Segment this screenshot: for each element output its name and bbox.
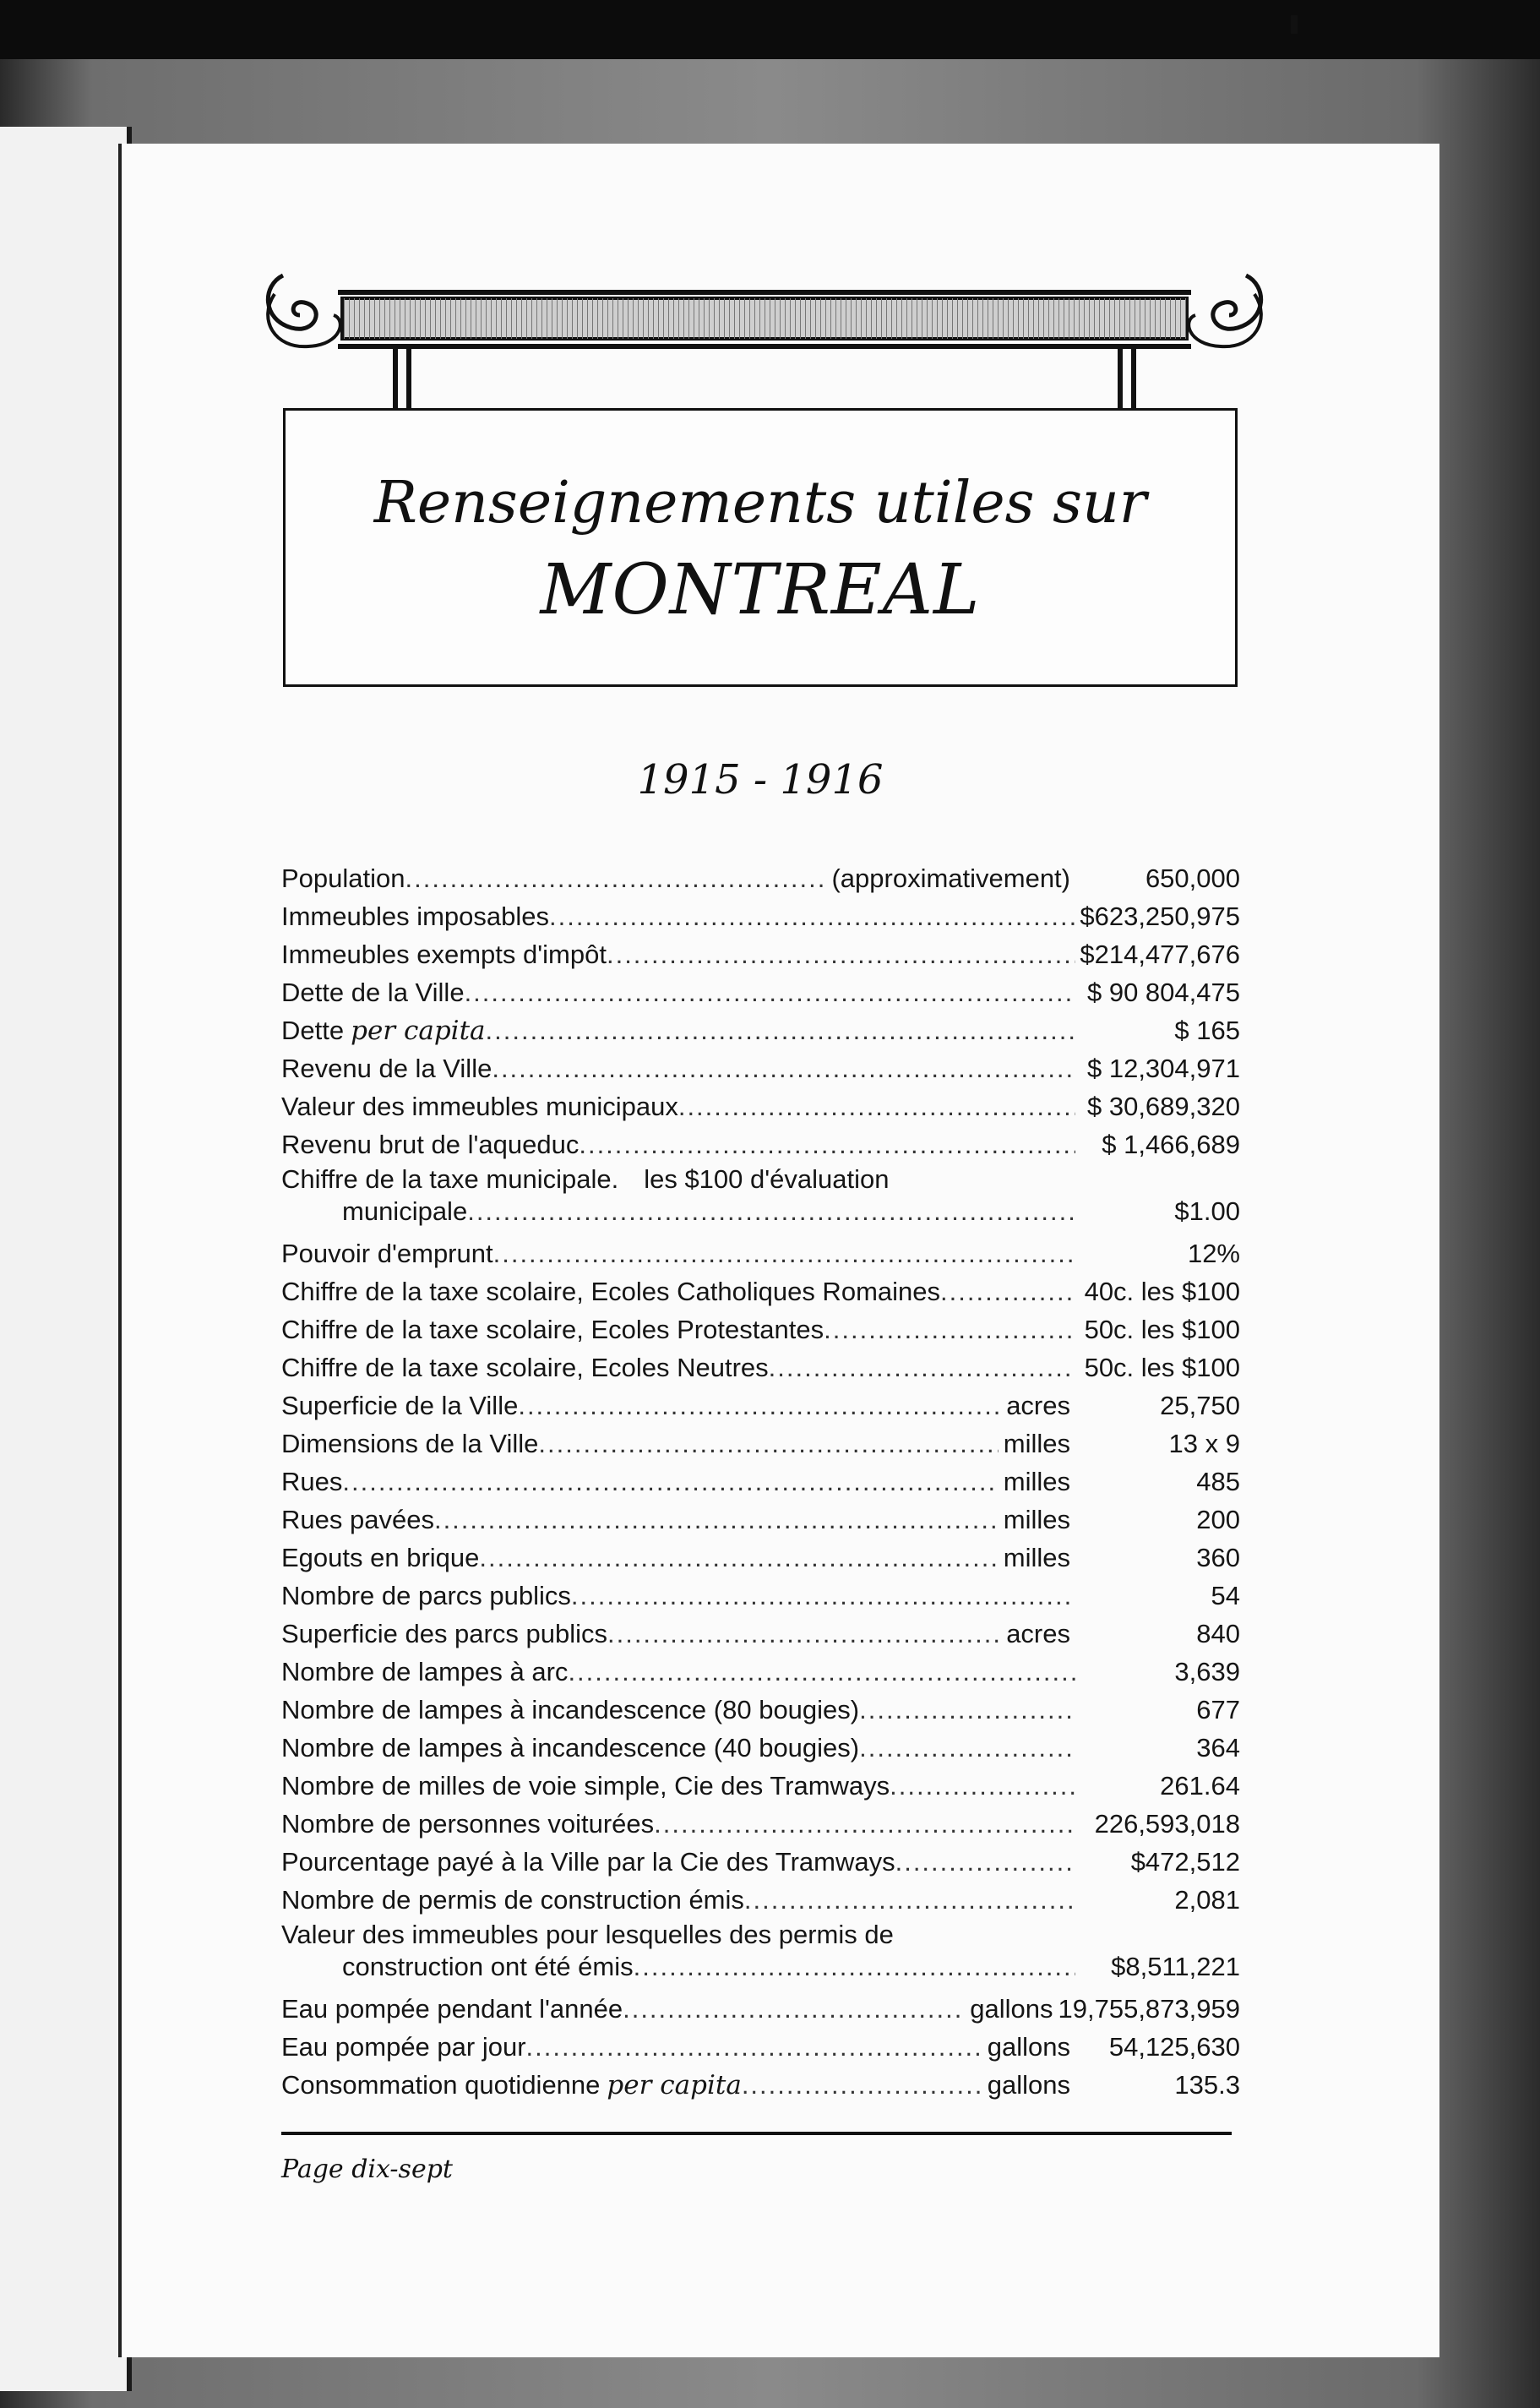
stat-unit: gallons <box>970 1994 1053 2024</box>
stat-unit: gallons <box>987 2070 1070 2100</box>
stat-value: 3,639 <box>1174 1657 1240 1686</box>
stat-unit: milles <box>1003 1543 1070 1572</box>
stat-value: $472,512 <box>1130 1847 1240 1877</box>
stat-label: Superficie de la Ville <box>281 1391 519 1420</box>
stat-row <box>281 1425 1240 1463</box>
leader-dots <box>678 1087 1075 1125</box>
stat-row <box>281 1163 1240 1234</box>
stat-label: Chiffre de la taxe scolaire, Ecoles Catholiques Romaines <box>281 1277 940 1306</box>
stat-value: 12% <box>1187 1239 1240 1268</box>
stat-value: $ 1,466,689 <box>1102 1130 1240 1159</box>
stat-label: Nombre de lampes à incandescence (80 bougies) <box>281 1695 860 1724</box>
stat-value: 135.3 <box>1174 2070 1240 2100</box>
stat-row <box>281 1539 1240 1577</box>
stat-label: Dimensions de la Ville <box>281 1429 539 1458</box>
stat-label: Immeubles exempts d'impôt <box>281 940 607 969</box>
leader-dots <box>492 1049 1075 1087</box>
stat-label: Superficie des parcs publics <box>281 1619 607 1648</box>
stat-label: Eau pompée par jour <box>281 2032 526 2062</box>
leader-dots <box>859 1691 1075 1729</box>
stat-label: Population <box>281 864 405 893</box>
stat-unit: milles <box>1003 1505 1070 1534</box>
leader-dots <box>549 897 1075 935</box>
stat-row <box>281 2066 1240 2104</box>
stat-label-continued: construction ont été émis <box>342 1952 634 1981</box>
stat-row <box>281 1049 1240 1087</box>
stat-label: Nombre de lampes à incandescence (40 bougies) <box>281 1733 860 1762</box>
stat-value: $ 12,304,971 <box>1086 1054 1240 1083</box>
stat-row <box>281 1843 1240 1881</box>
stat-row <box>281 1348 1240 1387</box>
stat-value: $1.00 <box>1174 1196 1240 1226</box>
leader-dots <box>493 1234 1075 1272</box>
stat-value: 364 <box>1196 1733 1240 1762</box>
leader-dots <box>342 1463 998 1501</box>
leader-dots <box>742 2066 982 2104</box>
stat-label: Dette de la Ville <box>281 978 465 1007</box>
stat-unit: acres <box>1006 1619 1070 1648</box>
stat-label: Nombre de parcs publics <box>281 1581 571 1610</box>
stat-value: $ 90 804,475 <box>1086 978 1240 1007</box>
stat-label-continued: municipale <box>342 1196 468 1226</box>
stat-row <box>281 1691 1240 1729</box>
leader-dots <box>895 1843 1075 1881</box>
stat-unit: (approximativement) <box>831 864 1070 893</box>
stat-value: $ 165 <box>1174 1016 1240 1045</box>
stat-label: Nombre de permis de construction émis <box>281 1885 744 1915</box>
stat-value: 261.64 <box>1160 1771 1240 1801</box>
stat-unit: les $100 d'évaluation <box>644 1164 890 1194</box>
stat-label: Immeubles imposables <box>281 902 550 931</box>
leader-dots <box>654 1805 1075 1843</box>
stat-row <box>281 1272 1240 1310</box>
leader-dots <box>571 1577 1075 1615</box>
stat-value: 677 <box>1196 1695 1240 1724</box>
leader-dots <box>940 1272 1075 1310</box>
stat-row <box>281 1990 1240 2028</box>
leader-dots <box>859 1729 1075 1767</box>
stat-row <box>281 1881 1240 1919</box>
stat-unit: milles <box>1003 1429 1070 1458</box>
stat-row <box>281 1087 1240 1125</box>
stat-row <box>281 859 1240 897</box>
stat-label: Nombre de lampes à arc <box>281 1657 569 1686</box>
stat-row <box>281 1919 1240 1990</box>
leader-dots <box>467 1196 1075 1228</box>
stat-row <box>281 1501 1240 1539</box>
year-range: 1915 - 1916 <box>637 756 884 804</box>
title-line-1: Renseignements utiles sur <box>373 470 1147 537</box>
stat-value: $214,477,676 <box>1080 940 1240 969</box>
stat-value: 200 <box>1196 1505 1240 1534</box>
stat-row <box>281 1653 1240 1691</box>
stat-value: 25,750 <box>1160 1391 1240 1420</box>
stat-label: Chiffre de la taxe scolaire, Ecoles Protestantes <box>281 1315 824 1344</box>
statistics-table <box>281 859 1240 2104</box>
stat-unit: gallons <box>987 2032 1070 2062</box>
stat-value: 360 <box>1196 1543 1240 1572</box>
stat-row <box>281 1729 1240 1767</box>
stat-label: Nombre de personnes voiturées <box>281 1809 655 1839</box>
stat-row <box>281 1011 1240 1049</box>
stat-label: Rues <box>281 1467 343 1496</box>
stat-row <box>281 1805 1240 1843</box>
stat-label: Pourcentage payé à la Ville par la Cie des Tramways <box>281 1847 895 1877</box>
stat-value: $623,250,975 <box>1080 902 1240 931</box>
stat-row <box>281 1234 1240 1272</box>
binding-mark <box>1291 15 1298 34</box>
stat-label: Valeur des immeubles municipaux <box>281 1092 678 1121</box>
stat-value: 226,593,018 <box>1094 1809 1240 1839</box>
stat-row <box>281 1387 1240 1425</box>
stat-value: $ 30,689,320 <box>1086 1092 1240 1121</box>
stat-label: Valeur des immeubles pour lesquelles des permis de <box>281 1920 894 1949</box>
stat-label: Pouvoir d'emprunt <box>281 1239 493 1268</box>
leader-dots <box>405 859 827 897</box>
stat-value: 54,125,630 <box>1108 2032 1240 2062</box>
stat-value: $8,511,221 <box>1111 1952 1240 1981</box>
stat-label-italic: per capita <box>351 1016 486 1046</box>
stat-value: 2,081 <box>1174 1885 1240 1915</box>
stat-row <box>281 935 1240 973</box>
stat-unit: acres <box>1006 1391 1070 1420</box>
leader-dots <box>607 1615 1001 1653</box>
stat-row <box>281 1615 1240 1653</box>
leader-dots <box>518 1387 1001 1425</box>
stat-label-italic: per capita <box>607 2070 742 2100</box>
stat-value: 40c. les $100 <box>1084 1277 1240 1306</box>
leader-dots <box>538 1425 998 1463</box>
stat-row <box>281 973 1240 1011</box>
stat-row <box>281 1125 1240 1163</box>
leader-dots <box>769 1348 1075 1387</box>
leader-dots <box>568 1653 1075 1691</box>
stat-label: Nombre de milles de voie simple, Cie des Tramways <box>281 1771 890 1801</box>
stat-label: Dette <box>281 1016 345 1045</box>
stat-value: 54 <box>1211 1581 1240 1610</box>
stat-value: 13 x 9 <box>1168 1429 1240 1458</box>
stat-label: Revenu brut de l'aqueduc <box>281 1130 580 1159</box>
leader-dots <box>434 1501 999 1539</box>
leader-dots <box>824 1310 1075 1348</box>
stat-label: Egouts en brique <box>281 1543 480 1572</box>
facing-page-edge <box>0 127 132 2391</box>
leader-dots <box>634 1951 1075 1983</box>
stat-row <box>281 897 1240 935</box>
stat-row <box>281 1310 1240 1348</box>
stat-value: 50c. les $100 <box>1084 1315 1240 1344</box>
stat-row <box>281 2028 1240 2066</box>
ornamental-signboard-header <box>258 269 1271 421</box>
title-signboard <box>283 408 1238 687</box>
stat-value: 485 <box>1196 1467 1240 1496</box>
stat-row <box>281 1577 1240 1615</box>
leader-dots <box>526 2028 982 2066</box>
stat-label: Consommation quotidienne <box>281 2070 601 2100</box>
stat-value: 650,000 <box>1145 864 1240 893</box>
leader-dots <box>890 1767 1075 1805</box>
leader-dots <box>579 1125 1075 1163</box>
leader-dots <box>465 973 1075 1011</box>
title-line-2: MONTREAL <box>540 550 981 630</box>
footer-rule <box>281 2132 1232 2135</box>
stat-value: 50c. les $100 <box>1084 1353 1240 1382</box>
stat-label: Revenu de la Ville <box>281 1054 492 1083</box>
leader-dots <box>607 935 1075 973</box>
leader-dots <box>479 1539 998 1577</box>
stat-label: Rues pavées <box>281 1505 434 1534</box>
stat-unit: milles <box>1003 1467 1070 1496</box>
leader-dots <box>486 1011 1075 1049</box>
stat-label: Chiffre de la taxe scolaire, Ecoles Neutres <box>281 1353 769 1382</box>
leader-dots <box>744 1881 1075 1919</box>
stat-row <box>281 1463 1240 1501</box>
stat-label: Chiffre de la taxe municipale. <box>281 1164 619 1194</box>
stat-label: Eau pompée pendant l'année <box>281 1994 623 2024</box>
stat-row <box>281 1767 1240 1805</box>
leader-dots <box>623 1990 965 2028</box>
stat-value: 19,755,873,959 <box>1058 1994 1240 2024</box>
stat-value: 840 <box>1196 1619 1240 1648</box>
page-number: Page dix-sept <box>281 2155 453 2184</box>
